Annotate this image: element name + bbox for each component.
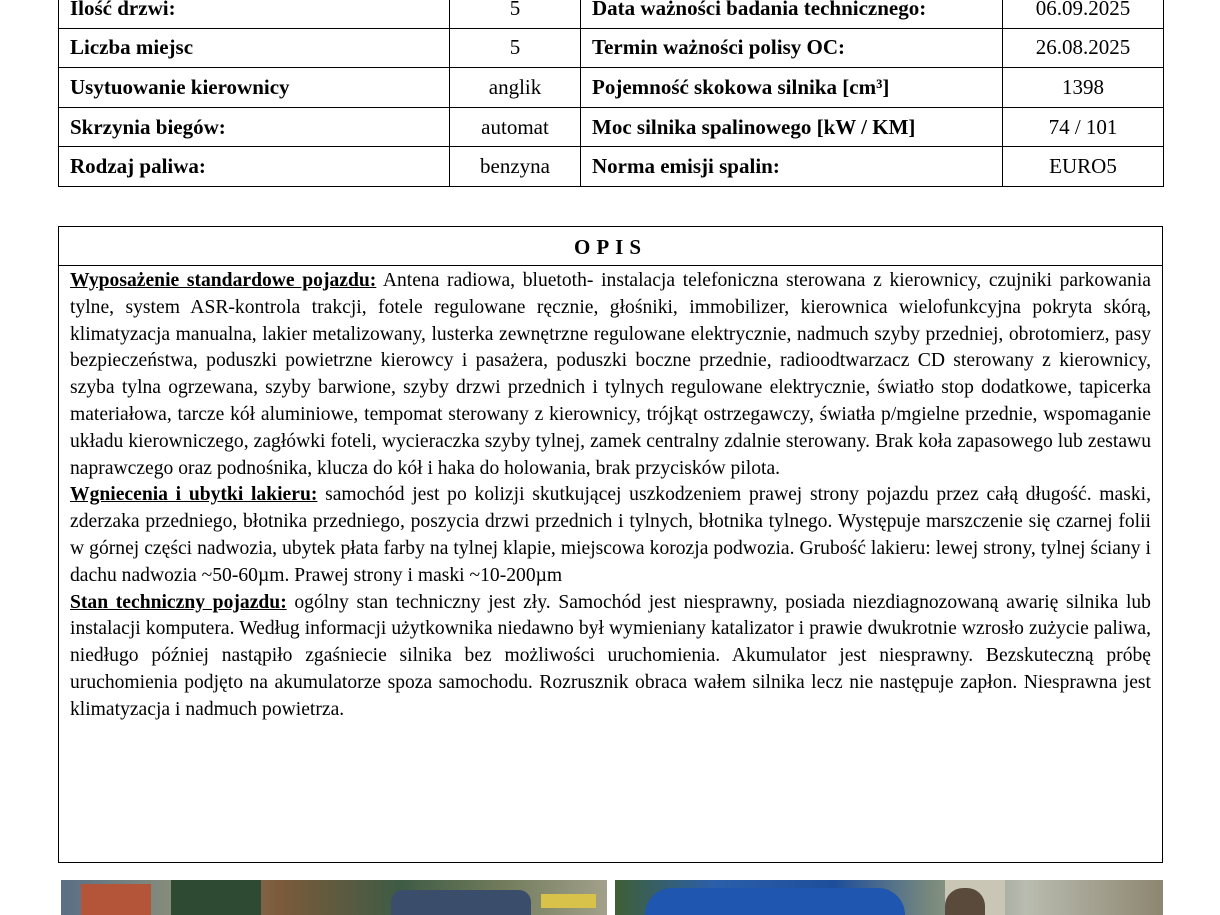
person-shape [945,888,985,915]
vehicle-photo [61,880,607,915]
spec-value: benzyna [450,147,581,187]
table-row [59,107,1164,147]
description-title: OPIS [59,227,1162,266]
spec-value: EURO5 [1003,147,1164,187]
table-row [59,147,1164,187]
spec-label: Termin ważności polisy OC: [581,28,1003,68]
car-shape [645,888,905,915]
table-row [59,0,1164,28]
spec-label: Moc silnika spalinowego [kW / KM] [581,107,1003,147]
paint-damage-paragraph [70,482,1151,589]
car-shape [391,890,531,915]
table-row [59,68,1164,108]
spec-value: anglik [450,68,581,108]
table-row [59,28,1164,68]
section-heading: Wgniecenia i ubytki lakieru: [70,484,318,506]
tree-shape [171,880,261,915]
spec-value: 26.08.2025 [1003,28,1164,68]
spec-label: Rodzaj paliwa: [59,147,450,187]
spec-value: 5 [450,0,581,28]
section-text: samochód jest po kolizji skutkującej uszkodzeniem prawej strony pojazdu przez całą długość. maski, zderzaka przedniego, błotnika przedniego, poszycia drzwi przednich i tylnych, błotnika tylnego. Występuje marszczenie się czarnej folii w górnej części nadwozia, ubytek płata farby na tylnej klapie, miejscowa korozja podwozia. Grubość lakieru: lewej strony, tylnej ściany i dachu nadwozia ~50-60µm. Prawej strony i maski ~10-200µm [70,484,1151,586]
section-heading: Stan techniczny pojazdu: [70,591,287,613]
spec-label: Pojemność skokowa silnika [cm³] [581,68,1003,108]
section-heading: Wyposażenie standardowe pojazdu: [70,270,377,291]
sign-shape [541,894,596,908]
spec-label: Norma emisji spalin: [581,147,1003,187]
spec-value: 74 / 101 [1003,107,1164,147]
technical-condition-paragraph [70,590,1151,724]
description-box [58,226,1163,863]
section-text: Antena radiowa, bluetoth- instalacja telefoniczna sterowana z kierownicy, czujniki parkowania tylne, system ASR-kontrola trakcji, fotele regulowane ręcznie, głośniki, immobilizer, kierownica wielofunkcyjna pokryta skórą, klimatyzacja manualna, lakier metalizowany, lusterka zewnętrzne regulowane elektrycznie, nadmuch szyby przedniej, obrotomierz, pasy bezpieczeństwa, poduszki powietrzne kierowcy i pasażera, poduszki boczne przednie, radioodtwarzacz CD sterowany z kierownicy, szyba tylna ogrzewana, szyby barwione, szyby drzwi przednich i tylnych regulowane elektrycznie, światło stop dodatkowe, tapicerka materiałowa, tarcze kół aluminiowe, tempomat sterowany z kierownicy, trójkąt ostrzegawczy, światła p/mgielne przednie, wspomaganie układu kierowniczego, zagłówki foteli, wycieraczka szyby tylnej, zamek centralny zdalnie sterowany. Brak koła zapasowego lub zestawu naprawczego oraz podnośnika, klucza do kół i haka do holowania, brak przycisków pilota. [70,270,1151,479]
spec-value: 06.09.2025 [1003,0,1164,28]
spec-value: 5 [450,28,581,68]
description-body [59,266,1162,724]
vehicle-photo [615,880,1163,915]
section-text: ogólny stan techniczny jest zły. Samochód jest niesprawny, posiada niezdiagnozowaną awarię silnika lub instalacji komputera. Według informacji użytkownika niedawno był wymieniany katalizator i prawie dwukrotnie wzrosło zużycie paliwa, niedługo później nastąpiło zgaśniecie silnika bez możliwości uruchomienia. Akumulator jest niesprawny. Bezskuteczną próbę uruchomienia podjęto na akumulatorze spoza samochodu. Rozrusznik obraca wałem silnika lecz nie następuje zapłon. Niesprawna jest klimatyzacja i nadmuch powietrza. [70,591,1151,720]
standard-equipment-paragraph [70,268,1151,482]
spec-value: 1398 [1003,68,1164,108]
spec-label: Skrzynia biegów: [59,107,450,147]
spec-label: Usytuowanie kierownicy [59,68,450,108]
spec-label: Data ważności badania technicznego: [581,0,1003,28]
building-shape [81,884,151,915]
spec-value: automat [450,107,581,147]
spec-label: Ilość drzwi: [59,0,450,28]
spec-label: Liczba miejsc [59,28,450,68]
vehicle-specs-table [58,0,1164,187]
